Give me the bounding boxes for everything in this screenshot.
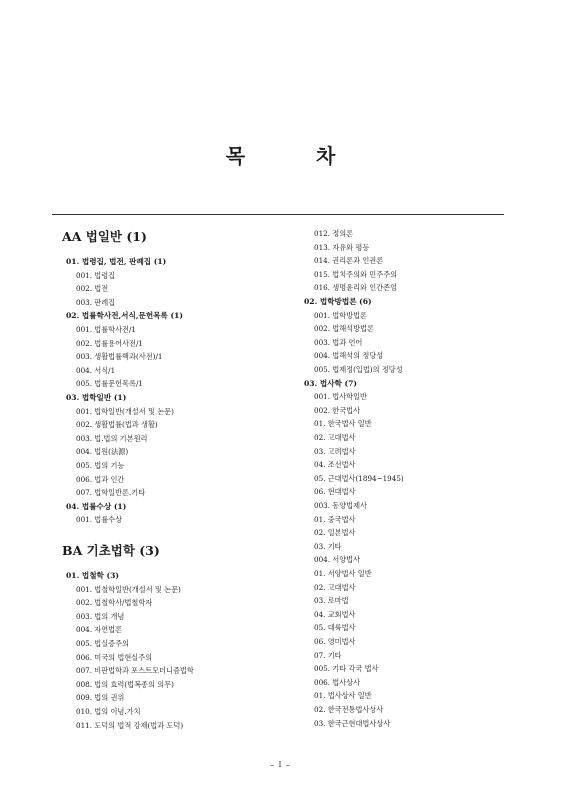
toc-section-heading: BA 기초법학 (3) <box>62 543 160 558</box>
toc-subitem: 01. 법사상사 일반 <box>314 691 372 701</box>
toc-subitem: 02. 일본법사 <box>314 528 356 538</box>
toc-item: 001. 법학방법론 <box>314 310 368 320</box>
toc-item: 011. 도덕의 법적 강제(법과 도덕) <box>76 720 184 730</box>
toc-subitem: 01. 중국법사 <box>314 514 356 524</box>
toc-subitem: 03. 고려법사 <box>314 446 356 456</box>
toc-item: 002. 법률용어사전/1 <box>76 338 143 348</box>
toc-item: 005. 법실증주의 <box>76 639 130 648</box>
toc-item: 013. 자유와 평등 <box>314 242 370 252</box>
toc-item: 003. 법과 언어 <box>314 337 363 347</box>
page-number: – I – <box>270 760 291 769</box>
toc-subitem: 02. 한국전통법사상사 <box>314 705 384 714</box>
toc-item: 005. 기타 각국 법사 <box>314 664 379 674</box>
toc-item: 006. 미국의 법현실주의 <box>76 652 153 662</box>
toc-item: 003. 법의 개념 <box>76 611 125 621</box>
toc-subitem: 02. 고대법사 <box>314 582 356 592</box>
toc-subitem: 06. 영미법사 <box>314 637 356 646</box>
toc-box <box>52 214 504 750</box>
page-title: 목 차 <box>225 144 368 168</box>
toc-subitem: 04. 조선법사 <box>314 460 356 470</box>
toc-item: 006. 법과 인간 <box>76 474 125 484</box>
toc-item: 004. 법해석의 정당성 <box>314 351 384 361</box>
toc-item: 002. 법해석방법론 <box>314 324 374 334</box>
toc-item: 016. 생명윤리와 인간존엄 <box>314 283 398 293</box>
toc-chapter-heading: 01. 법령집, 법전, 판례집 (1) <box>66 257 167 266</box>
toc-subitem: 04. 교회법사 <box>314 609 356 619</box>
toc-item: 006. 법사상사 <box>314 677 361 687</box>
toc-item: 003. 판례집 <box>76 297 116 307</box>
toc-item: 001. 법률학사전/1 <box>76 325 136 334</box>
toc-item: 004. 서양법사 <box>314 555 361 565</box>
toc-chapter-heading: 04. 법률수상 (1) <box>66 501 127 511</box>
toc-item: 003. 동양법제사 <box>314 501 368 510</box>
toc-subitem: 03. 로마법 <box>314 596 349 606</box>
toc-chapter-heading: 03. 법사학 (7) <box>304 378 357 388</box>
toc-subitem: 07. 기타 <box>314 650 342 660</box>
toc-item: 012. 정의론 <box>314 229 354 238</box>
toc-item: 005. 법제정(입법)의 정당성 <box>314 365 403 374</box>
toc-item: 005. 법의 기능 <box>76 461 125 470</box>
toc-item: 001. 법사학일반 <box>314 392 368 402</box>
toc-item: 010. 법의 이념.가치 <box>76 707 141 716</box>
toc-subitem: 03. 기타 <box>314 541 342 551</box>
toc-chapter-heading: 02. 법률학사전,서식,문헌목록 (1) <box>66 311 183 321</box>
toc-item: 001. 법령집 <box>76 270 116 280</box>
toc-item: 003. 법.법의 기본원리 <box>76 433 148 443</box>
toc-item: 002. 법철학사/법철학자 <box>76 598 153 608</box>
toc-item: 002. 생활법률(법과 생활) <box>76 420 158 430</box>
toc-chapter-heading: 01. 법철학 (3) <box>66 571 119 580</box>
toc-subitem: 06. 현대법사 <box>314 487 356 497</box>
toc-subitem: 02. 고대법사 <box>314 433 356 442</box>
toc-item: 004. 서식/1 <box>76 365 116 375</box>
toc-item: 008. 법의 효력(법복종의 의무) <box>76 679 174 689</box>
toc-item: 007. 비판법학과 포스트모더니즘법학 <box>76 666 194 676</box>
toc-subitem: 05. 대륙법사 <box>314 623 356 633</box>
toc-section-heading: AA 법일반 (1) <box>62 229 147 244</box>
toc-item: 007. 법학일반론.기타 <box>76 488 146 498</box>
toc-chapter-heading: 03. 법학일반 (1) <box>66 393 127 402</box>
toc-item: 001. 법률수상 <box>76 515 123 525</box>
toc-item: 005. 법률문헌목록/1 <box>76 379 143 389</box>
toc-item: 002. 법전 <box>76 284 109 294</box>
toc-item: 004. 법원(法源) <box>76 447 129 457</box>
toc-item: 009. 법의 권위 <box>76 693 125 703</box>
toc-item: 003. 생활법률백과(사전)/1 <box>76 352 163 362</box>
toc-item: 004. 자연법론 <box>76 625 123 635</box>
toc-chapter-heading: 02. 법학방법론 (6) <box>304 297 372 306</box>
toc-item: 002. 한국법사 <box>314 405 361 415</box>
toc-item: 015. 법치주의와 민주주의 <box>314 269 398 279</box>
toc-item: 001. 법학일반(개설서 및 논문) <box>76 406 174 416</box>
toc-subitem: 03. 한국근현대법사상사 <box>314 718 391 728</box>
toc-subitem: 01. 한국법사 일반 <box>314 419 372 429</box>
toc-item: 001. 법철학일반(개설서 및 논문) <box>76 584 181 594</box>
toc-item: 014. 권리론과 인권론 <box>314 256 384 266</box>
toc-subitem: 01. 서양법사 일반 <box>314 569 372 578</box>
toc-subitem: 05. 근대법사(1894~1945) <box>314 473 404 483</box>
